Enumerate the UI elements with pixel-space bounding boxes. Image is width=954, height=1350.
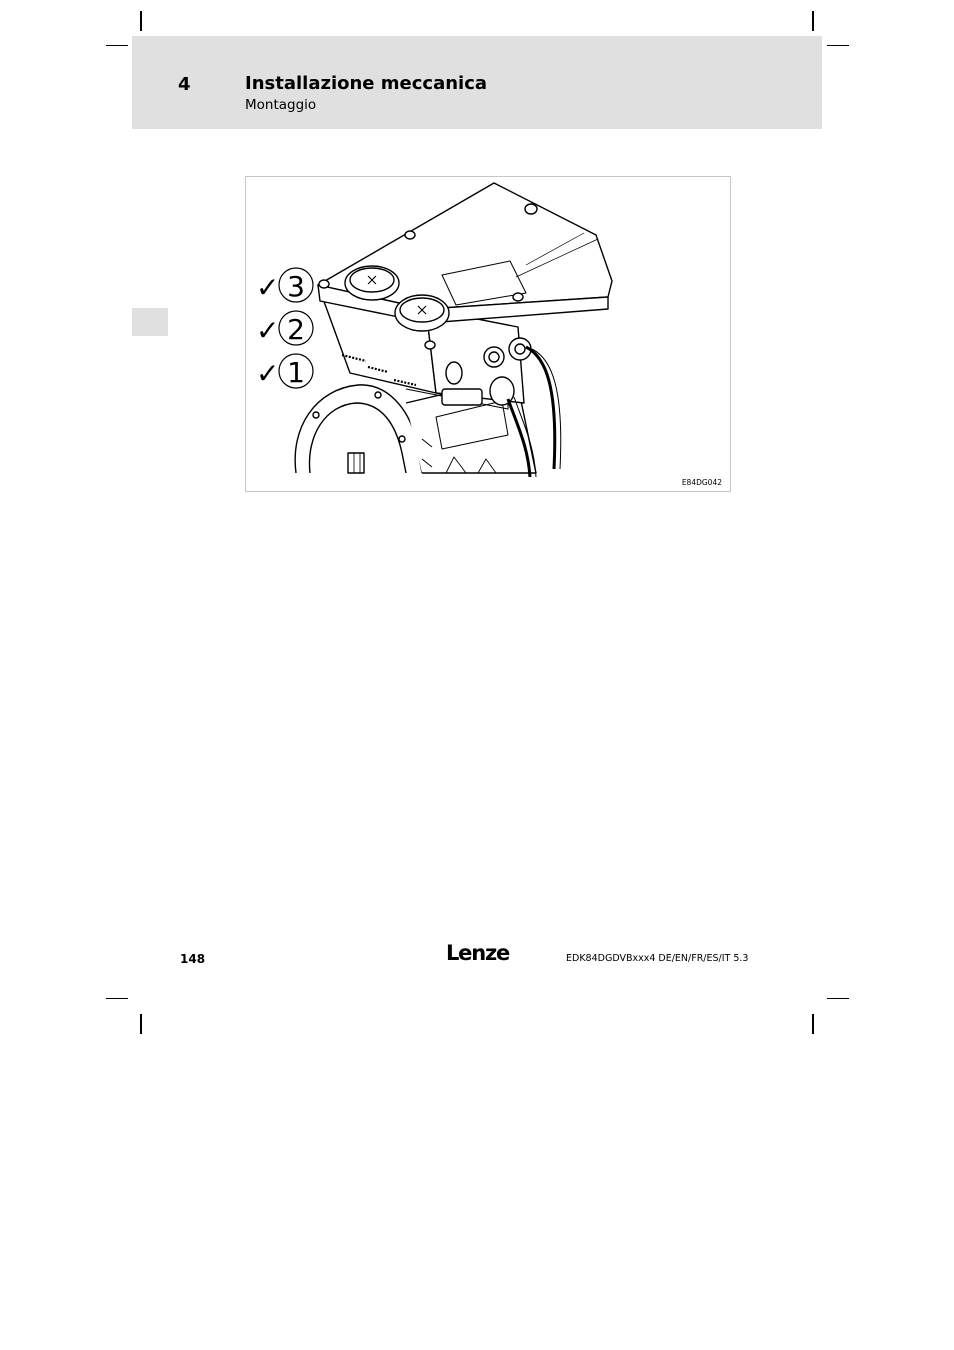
page-number: 148 <box>180 952 206 966</box>
chapter-number: 4 <box>178 74 191 95</box>
crop-mark <box>106 45 128 46</box>
crop-mark <box>827 45 849 46</box>
crop-mark <box>140 1014 142 1034</box>
chapter-header <box>132 36 822 129</box>
step-number: 3 <box>287 270 305 303</box>
step-check: ✓ <box>256 271 280 304</box>
lenze-logo: Lenze <box>446 941 510 965</box>
mounting-illustration <box>246 177 732 493</box>
crop-mark <box>106 998 128 999</box>
crop-mark <box>812 11 814 31</box>
crop-mark <box>827 998 849 999</box>
figure-id: E84DG042 <box>681 478 722 487</box>
section-title: Montaggio <box>245 97 317 113</box>
step-number: 2 <box>287 313 305 346</box>
step-check: ✓ <box>256 314 280 347</box>
chapter-title: Installazione meccanica <box>245 73 488 94</box>
document-reference: EDK84DGDVBxxx4 DE/EN/FR/ES/IT 5.3 <box>566 953 749 964</box>
step-list <box>256 268 313 390</box>
mounting-figure <box>245 176 731 492</box>
chapter-side-tab <box>132 308 168 336</box>
crop-mark <box>812 1014 814 1034</box>
step-number: 1 <box>287 356 305 389</box>
crop-mark <box>140 11 142 31</box>
step-check: ✓ <box>256 357 280 390</box>
